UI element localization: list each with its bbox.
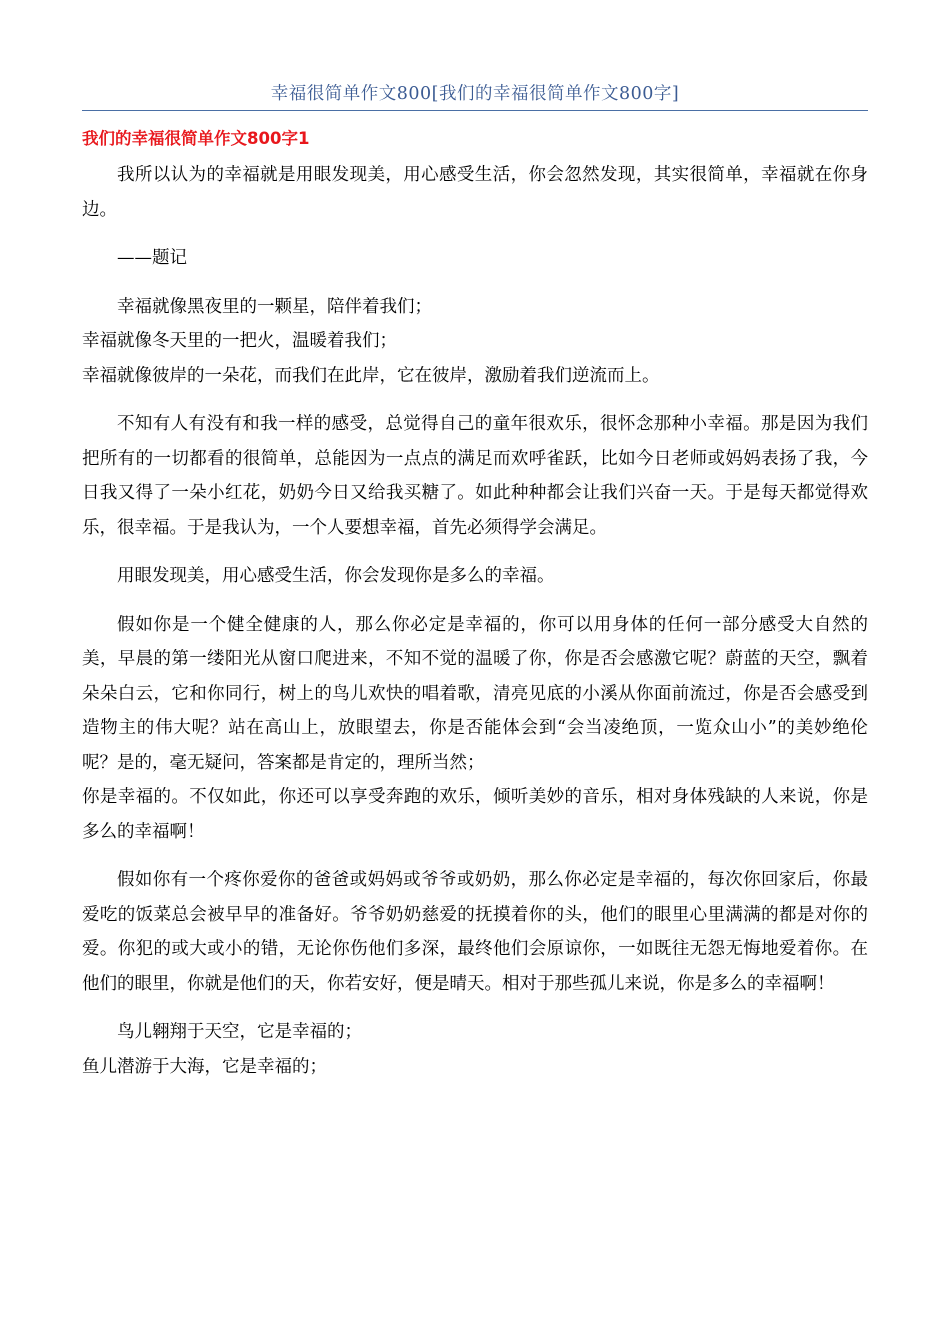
paragraph-healthy: 假如你是一个健全健康的人，那么你必定是幸福的，你可以用身体的任何一部分感受大自然的美，早晨的第一缕阳光从窗口爬进来，不知不觉的温暖了你，你是否会感激它呢？蔚蓝的天空，飘着朵朵白云，它和你同行，树上的鸟儿欢快的唱着歌，清亮见底的小溪从你面前流过，你是否会感受到造物主的伟大呢？站在高山上，放眼望去，你是否能体会到“会当凌绝顶，一览众山小”的美妙绝伦呢？是的，毫无疑问，答案都是肯定的，理所当然； [82, 614, 868, 773]
paragraph-childhood: 不知有人有没有和我一样的感受，总觉得自己的童年很欢乐，很怀念那种小幸福。那是因为我们把所有的一切都看的很简单，总能因为一点点的满足而欢呼雀跃，比如今日老师或妈妈表扬了我，今日我又得了一朵小红花，奶奶今日又给我买糖了。如此种种都会让我们兴奋一天。于是每天都觉得欢乐，很幸福。于是我认为，一个人要想幸福，首先必须得学会满足。 [82, 414, 868, 538]
paragraph-family: 假如你有一个疼你爱你的爸爸或妈妈或爷爷或奶奶，那么你必定是幸福的，每次你回家后，你最爱吃的饭菜总会被早早的准备好。爷爷奶奶慈爱的抚摸着你的头，他们的眼里心里满满的都是对你的爱。你犯的或大或小的错，无论你伤他们多深，最终他们会原谅你，一如既往无怨无悔地爱着你。在他们的眼里，你就是他们的天，你若安好，便是晴天。相对于那些孤儿来说，你是多么的幸福啊！ [82, 870, 868, 994]
page-header [82, 80, 868, 111]
article-title: 我们的幸福很简单作文800字1 [82, 129, 310, 148]
paragraph-discover-beauty: 用眼发现美，用心感受生活，你会发现你是多么的幸福。 [117, 566, 555, 586]
paragraph-birds: 鸟儿翱翔于天空，它是幸福的； [117, 1022, 362, 1042]
paragraph-flower: 幸福就像彼岸的一朵花，而我们在此岸，它在彼岸，激励着我们逆流而上。 [82, 365, 660, 386]
paragraph-fire: 幸福就像冬天里的一把火，温暖着我们； [82, 331, 397, 351]
paragraph-fish: 鱼儿潜游于大海，它是幸福的； [82, 1056, 327, 1077]
paragraph-star: 幸福就像黑夜里的一颗星，陪伴着我们； [117, 296, 432, 317]
header-title: 幸福很简单作文800[我们的幸福很简单作文800字] [270, 84, 680, 104]
paragraph-epigraph-source: ——题记 [117, 248, 187, 268]
paragraph-you-are-happy: 你是幸福的。不仅如此，你还可以享受奔跑的欢乐，倾听美妙的音乐，相对身体残缺的人来说，你是多么的幸福啊！ [82, 787, 868, 842]
article-body [82, 158, 868, 1084]
paragraph-intro: 我所以认为的幸福就是用眼发现美，用心感受生活，你会忽然发现，其实很简单，幸福就在你身边。 [82, 165, 868, 220]
